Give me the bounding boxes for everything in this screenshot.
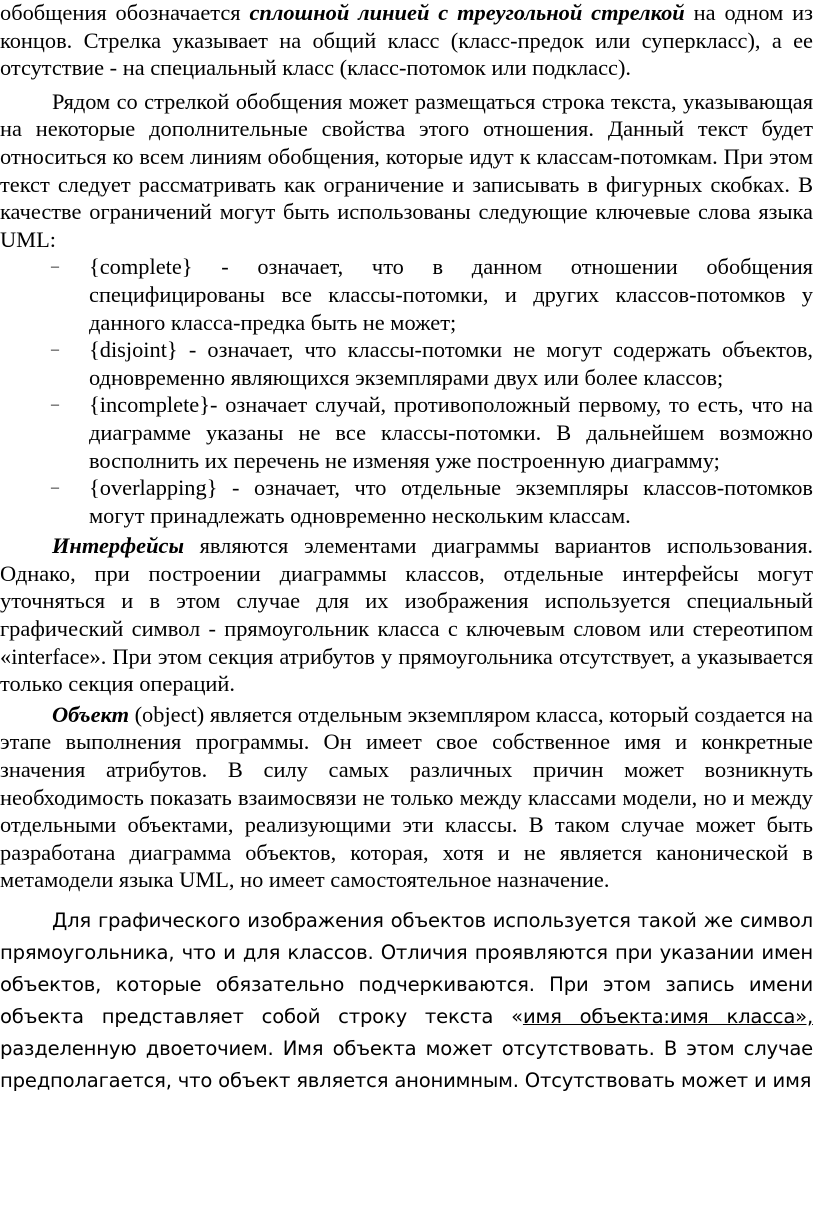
text-run: (object) является отдельным экземпляром класса, который создается на этапе выполнения программы. Он имеет свое собственное имя и конкретные значения атрибутов. В силу самых различных причин может возникнуть необходимость показать взаимосвязи не только между классами модели, но и между отдельными объектами, реализующими эти классы. В таком случае может быть разработана диаграмма объектов, которая, хотя и не является канонической в метамодели языка UML, но имеет самостоятельное назначение. (0, 701, 813, 893)
text-run: на одном из концов. Стрелка указывает на общий класс (класс-предок или суперкласс), а ее отсутствие - на специальный класс (класс-потомок или подкласс). (0, 0, 814, 81)
text-run: являются элементами диаграммы вариантов использования. Однако, при построении диаграммы классов, отдельные интерфейсы могут уточняться и в этом случае для их изображения используется специальный графический символ - прямоугольник класса с ключевым словом или стереотипом «interface». При этом секция атрибутов у прямоугольника отсутствует, а указывается только секция операций. (0, 533, 813, 697)
list-item-text: {incomplete}- означает случай, противоположный первому, то есть, что на диаграмме указаны не все классы-потомки. В дальнейшем возможно восполнить их перечень не изменяя уже построенную диаграмму; (89, 392, 813, 473)
underlined-object-name: имя объекта:имя класса», (522, 1005, 813, 1028)
list-item-text: {disjoint} - означает, что классы-потомки не могут содержать объектов, одновременно являющихся экземплярами двух или более классов; (89, 337, 813, 390)
dash-marker: – (51, 479, 59, 497)
text-run: обобщения обозначается (0, 0, 250, 25)
dash-marker: – (51, 258, 59, 276)
list-item-overlapping (0, 474, 816, 529)
list-item-disjoint (0, 336, 816, 391)
text-run: разделенную двоеточием. Имя объекта может отсутствовать. В этом случае предполагается, что объект является анонимным. Отсутствовать может и имя (0, 1037, 813, 1092)
dash-marker: – (51, 396, 59, 414)
paragraph-interfaces (0, 532, 813, 698)
text-run: Для графического изображения объектов используется такой же символ прямоугольника, что и для классов. Отличия проявляются при указании имен объектов, которые обязательно подчеркиваются. При этом запись имени объекта представляет собой строку текста « (0, 909, 813, 1028)
emphasis-solid-line: сплошной линией с треугольной стрелкой (249, 0, 685, 25)
paragraph-constraints: Рядом со стрелкой обобщения может размещаться строка текста, указывающая на некоторые дополнительные свойства этого отношения. Данный текст будет относиться ко всем линиям обобщения, которые идут к классам-потомкам. При этом текст следует рассматривать как ограничение и записывать в фигурных скобках. В качестве ограничений могут быть использованы следующие ключевые слова языка UML: (0, 88, 813, 252)
paragraph-object-notation (0, 905, 813, 1097)
list-item-text: {complete} - означает, что в данном отношении обобщения специфицированы все классы-потомки, и других классов-потомков у данного класса-предка быть не может; (89, 254, 813, 335)
list-item-complete (0, 253, 816, 336)
dash-marker: – (51, 341, 59, 359)
list-item-incomplete (0, 391, 816, 474)
paragraph-object (0, 701, 813, 894)
emphasis-object: Объект (52, 701, 129, 727)
paragraph-generalization-notation (0, 0, 813, 82)
constraint-list (0, 253, 816, 529)
emphasis-interfaces: Интерфейсы (52, 533, 184, 559)
list-item-text: {overlapping} - означает, что отдельные экземпляры классов-потомков могут принадлежать одновременно нескольким классам. (89, 475, 813, 528)
